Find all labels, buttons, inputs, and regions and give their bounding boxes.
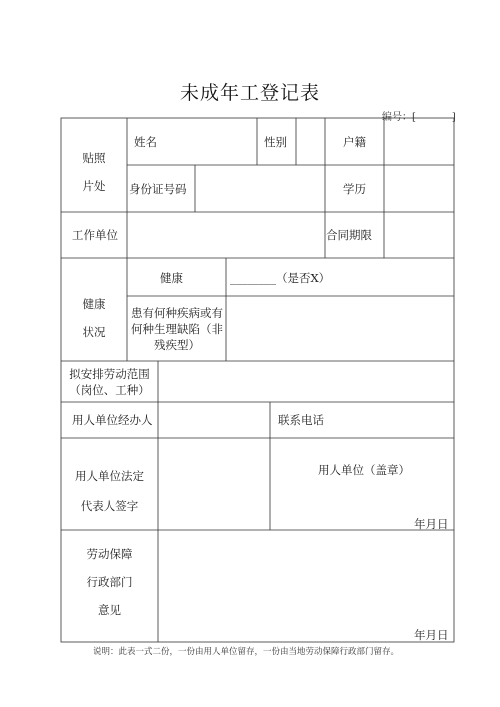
photo-placeholder[interactable] (61, 144, 127, 200)
health-status-label (61, 290, 127, 346)
legal-rep-label-2: 代表人签字 (80, 499, 139, 513)
gender-label: 性别 (264, 135, 287, 149)
disease-question-label: 患有何种疾病或有何种生理缺陷（非残疾型） (131, 306, 223, 352)
id-number-label: 身份证号码 (129, 182, 187, 196)
form-title: 未成年工登记表 (179, 82, 320, 104)
labor-dept-label-1: 劳动保障 (86, 547, 133, 561)
employer-handler-label: 用人单位经办人 (72, 413, 153, 427)
footer-note: 说明：此表一式二份，一份由用人单位留存，一份由当地劳动保障行政部门留存。 (93, 647, 400, 657)
labor-scope-label (61, 366, 158, 398)
contact-phone-label: 联系电话 (278, 413, 324, 427)
form-number-close: ] (451, 112, 456, 123)
health-label: 健康 (160, 271, 183, 285)
photo-label-1: 贴照 (82, 151, 106, 165)
health-status-label-1: 健康 (82, 297, 106, 311)
health-answer[interactable] (230, 270, 330, 286)
labor-scope-label-2: （岗位、工种） (69, 383, 150, 397)
labor-dept-label-3: 意见 (98, 603, 121, 617)
contract-period-label: 合同期限 (326, 228, 372, 242)
date-signature-1: 年月日 (414, 517, 449, 531)
date-signature-2: 年月日 (414, 628, 449, 642)
education-label: 学历 (343, 182, 366, 196)
photo-label-2: 片处 (82, 179, 106, 193)
health-yes-no: （是否X） (276, 271, 331, 285)
hukou-label: 户籍 (343, 135, 366, 149)
name-label: 姓名 (134, 135, 157, 149)
legal-rep-label (61, 461, 158, 521)
health-blank: ________ (230, 271, 276, 285)
work-unit-label: 工作单位 (72, 228, 118, 242)
employer-seal-label: 用人单位（盖章） (318, 463, 410, 477)
labor-scope-label-1: 拟安排劳动范围 (69, 367, 150, 381)
legal-rep-label-1: 用人单位法定 (75, 469, 144, 483)
health-status-label-2: 状况 (82, 325, 106, 339)
labor-dept-label (61, 540, 158, 624)
labor-dept-label-2: 行政部门 (86, 575, 133, 589)
form-number-label: 编号：[ (382, 112, 416, 123)
